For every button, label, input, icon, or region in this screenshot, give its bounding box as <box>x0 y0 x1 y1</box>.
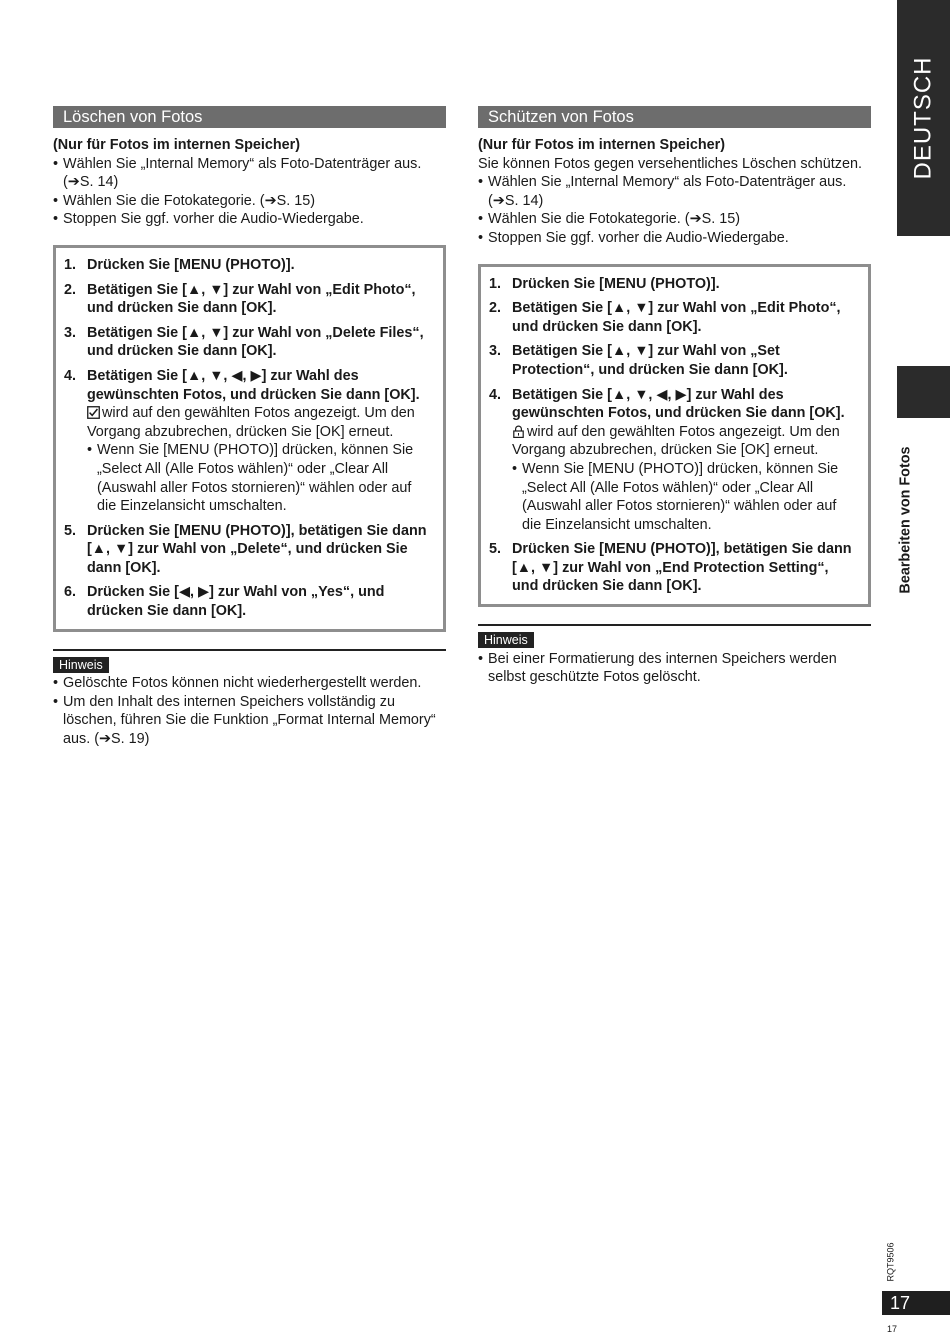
step <box>64 367 433 516</box>
step <box>64 583 433 620</box>
note-divider <box>53 649 446 651</box>
step-text: Betätigen Sie [▲, ▼] zur Wahl von „Set Protection“, und drücken Sie dann [OK]. <box>512 343 788 378</box>
list-item: • Gelöschte Fotos können nicht wiederhergestellt werden. <box>53 674 446 693</box>
section-delete-photos <box>53 106 446 749</box>
list-item: • Stoppen Sie ggf. vorher die Audio-Wiedergabe. <box>478 229 871 248</box>
note-list <box>53 674 446 748</box>
step-note <box>87 404 433 441</box>
step <box>489 386 858 535</box>
step <box>489 540 858 596</box>
step <box>489 299 858 336</box>
step-text: Betätigen Sie [▲, ▼, ◀, ▶] zur Wahl des gewünschten Fotos, und drücken Sie dann [OK]. <box>87 367 420 403</box>
step-text: Drücken Sie [MENU (PHOTO)], betätigen Sie dann [▲, ▼] zur Wahl von „End Protection Setting“, und drücken Sie dann [OK]. <box>512 541 852 595</box>
step-text: Drücken Sie [◀, ▶] zur Wahl von „Yes“, und drücken Sie dann [OK]. <box>87 584 385 620</box>
section-title: Löschen von Fotos <box>53 106 446 128</box>
step-text: Betätigen Sie [▲, ▼] zur Wahl von „Delete Files“, und drücken Sie dann [OK]. <box>87 324 424 360</box>
page-number-small: 17 <box>887 1324 898 1334</box>
page-number: 17 <box>882 1291 950 1315</box>
steps-box <box>478 264 871 608</box>
list-item: • Wählen Sie die Fotokategorie. (➔S. 15) <box>478 210 871 229</box>
step <box>64 324 433 361</box>
list-item: • Wählen Sie die Fotokategorie. (➔S. 15) <box>53 192 446 211</box>
section-protect-photos <box>478 106 871 687</box>
note-divider <box>478 624 871 626</box>
language-tab <box>897 0 950 236</box>
step-number: 2. <box>64 281 77 298</box>
steps-box <box>53 245 446 632</box>
prerequisite-list <box>478 173 871 247</box>
step-number: 3. <box>489 343 502 360</box>
section-title: Schützen von Fotos <box>478 106 871 128</box>
note-list <box>478 650 871 687</box>
step <box>64 256 433 275</box>
step-number: 1. <box>64 256 77 273</box>
prerequisite-list <box>53 155 446 229</box>
step-subnote: • Wenn Sie [MENU (PHOTO)] drücken, können Sie „Select All (Alle Fotos wählen)“ oder „Clear All (Auswahl aller Fotos stornieren)“ wählen oder auf die Einzelansicht umschalten. <box>512 460 858 534</box>
step-note <box>512 423 858 460</box>
language-tab-label: DEUTSCH <box>909 56 937 180</box>
step-number: 4. <box>64 367 77 384</box>
step-number: 4. <box>489 386 502 403</box>
checkbox-checked-icon <box>87 406 100 419</box>
step <box>64 522 433 578</box>
step-note-text: wird auf den gewählten Fotos angezeigt. Um den Vorgang abzubrechen, drücken Sie [OK] erneut. <box>87 405 415 440</box>
list-item: • Bei einer Formatierung des internen Speichers werden selbst geschützte Fotos gelöscht. <box>478 650 871 687</box>
steps-list <box>489 275 858 597</box>
step-text: Drücken Sie [MENU (PHOTO)]. <box>87 256 295 273</box>
step-number: 1. <box>489 275 502 292</box>
list-item: • Um den Inhalt des internen Speichers vollständig zu löschen, führen Sie die Funktion „Format Internal Memory“ aus. (➔S. 19) <box>53 693 446 749</box>
step-text: Betätigen Sie [▲, ▼] zur Wahl von „Edit Photo“, und drücken Sie dann [OK]. <box>512 300 841 335</box>
chapter-marker <box>897 366 950 418</box>
list-item: • Stoppen Sie ggf. vorher die Audio-Wiedergabe. <box>53 210 446 229</box>
step-text: Drücken Sie [MENU (PHOTO)], betätigen Sie dann [▲, ▼] zur Wahl von „Delete“, und drücken Sie dann [OK]. <box>87 522 427 576</box>
step-number: 5. <box>489 541 502 558</box>
note-label: Hinweis <box>478 632 534 648</box>
note-label: Hinweis <box>53 657 109 673</box>
step-text: Betätigen Sie [▲, ▼] zur Wahl von „Edit Photo“, und drücken Sie dann [OK]. <box>87 281 416 317</box>
lock-icon <box>512 425 525 438</box>
step-subnote: • Wenn Sie [MENU (PHOTO)] drücken, können Sie „Select All (Alle Fotos wählen)“ oder „Clear All (Auswahl aller Fotos stornieren)“ wählen oder auf die Einzelansicht umschalten. <box>87 441 433 515</box>
step <box>489 275 858 294</box>
document-code-label: RQT9506 <box>885 1242 896 1282</box>
step <box>489 342 858 379</box>
section-subtitle: (Nur für Fotos im internen Speicher) <box>478 137 726 153</box>
step-number: 5. <box>64 522 77 539</box>
section-subtitle: (Nur für Fotos im internen Speicher) <box>53 137 301 153</box>
step <box>64 281 433 318</box>
section-intro: Sie können Fotos gegen versehentliches Löschen schützen. <box>478 155 863 172</box>
list-item: • Wählen Sie „Internal Memory“ als Foto-Datenträger aus. (➔S. 14) <box>478 173 871 210</box>
steps-list <box>64 256 433 621</box>
list-item: • Wählen Sie „Internal Memory“ als Foto-Datenträger aus. (➔S. 14) <box>53 155 446 192</box>
step-text: Betätigen Sie [▲, ▼, ◀, ▶] zur Wahl des gewünschten Fotos, und drücken Sie dann [OK]. <box>512 386 845 422</box>
step-number: 3. <box>64 324 77 341</box>
step-number: 2. <box>489 300 502 317</box>
step-note-text: wird auf den gewählten Fotos angezeigt. Um den Vorgang abzubrechen, drücken Sie [OK] erneut. <box>512 423 840 459</box>
step-text: Drücken Sie [MENU (PHOTO)]. <box>512 275 720 292</box>
step-number: 6. <box>64 584 77 601</box>
chapter-title-label: Bearbeiten von Fotos <box>897 446 914 594</box>
